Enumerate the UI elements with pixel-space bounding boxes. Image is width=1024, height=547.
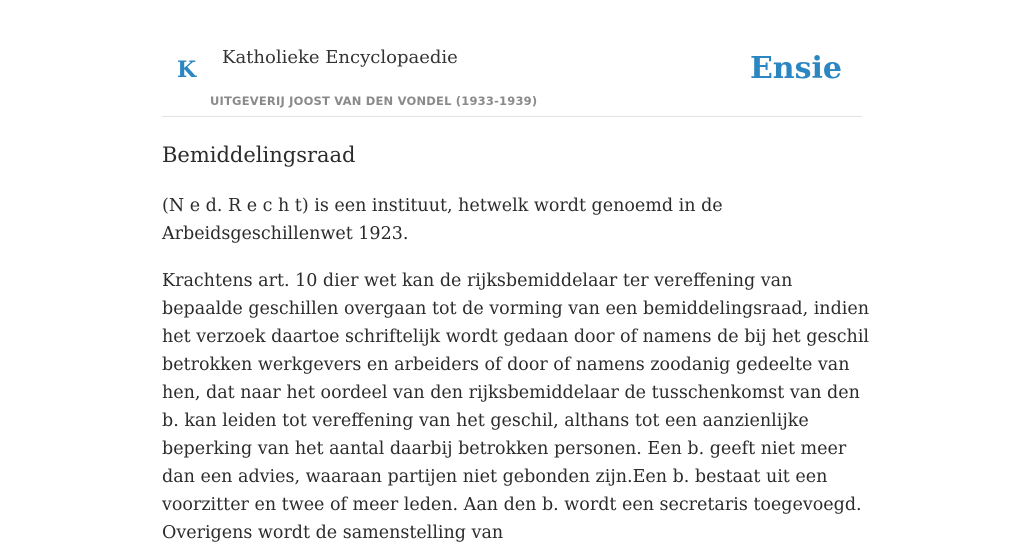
publisher-label: UITGEVERIJ JOOST VAN DEN VONDEL (1933-1939)	[210, 94, 538, 108]
article-title: Bemiddelingsraad	[162, 143, 356, 167]
article-paragraph: (N e d. R e c h t) is een instituut, hetwelk wordt genoemd in de Arbeidsgeschillenwet 1923.	[162, 196, 723, 244]
page	[162, 0, 870, 543]
article-paragraph: Krachtens art. 10 dier wet kan de rijksbemiddelaar ter vereffening van bepaalde geschillen overgaan tot de vorming van een bemiddelingsraad, indien het verzoek daartoe schriftelijk wordt gedaan door of namens de bij het geschil betrokken werkgevers en arbeiders of door of namens zoodanig gedeelte van hen, dat naar het oordeel van den rijksbemiddelaar de tusschenkomst van den b. kan leiden tot vereffening van het geschil, althans tot een aanzienlijke beperking van het aantal daarbij betrokken personen. Een b. geeft niet meer dan een advies, waaraan partijen niet gebonden zijn.Een b. bestaat uit een voorzitter en twee of meer leden. Aan den b. wordt een secretaris toegevoegd. Overigens wordt de samenstelling van	[162, 271, 870, 543]
site-header	[162, 0, 862, 117]
site-logo[interactable]: K	[177, 57, 197, 83]
encyclopedia-title[interactable]: Katholieke Encyclopaedie	[222, 47, 458, 68]
brand-logo[interactable]: Ensie	[749, 51, 842, 86]
